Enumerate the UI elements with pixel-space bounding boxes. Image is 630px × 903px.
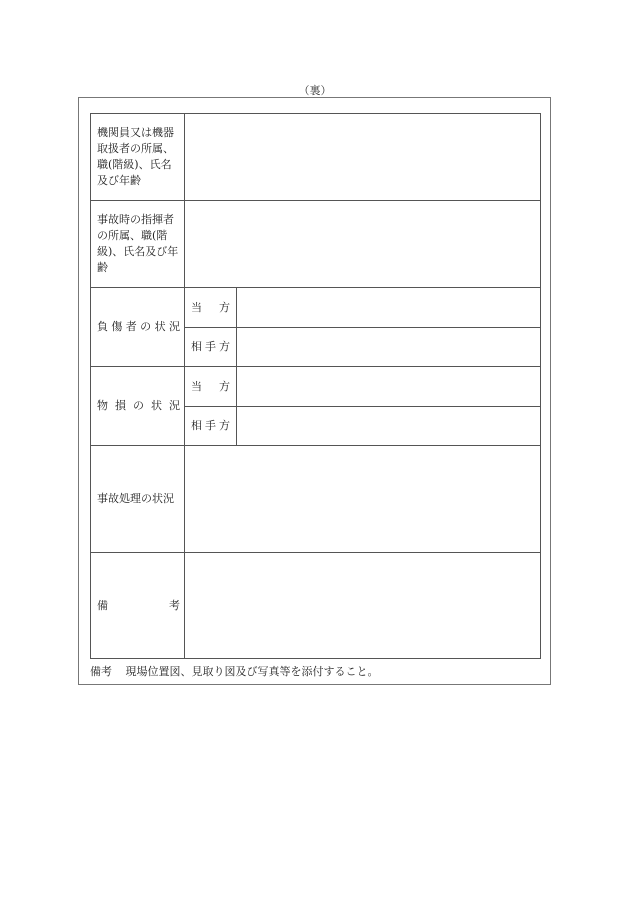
- label-char: 備: [97, 598, 108, 612]
- label-char: 手: [205, 340, 216, 353]
- page-side-label: （裏）: [298, 84, 332, 97]
- label-char: 者: [125, 320, 137, 333]
- label-line: 職(階級)、氏名: [97, 158, 172, 171]
- injury-own-field[interactable]: [237, 288, 541, 328]
- label-injury: [91, 288, 185, 367]
- commander-field[interactable]: [185, 201, 541, 288]
- label-char: 当: [191, 379, 202, 393]
- label-line: 及び年齢: [97, 174, 141, 187]
- label-char: 負: [97, 320, 108, 333]
- operator-field[interactable]: [185, 114, 541, 201]
- sublabel-injury-other: [185, 328, 237, 367]
- label-operator: [91, 114, 185, 201]
- table-row-commander: [91, 201, 541, 288]
- footer-note-text: 現場位置図、見取り図及び写真等を添付すること。: [125, 665, 379, 678]
- label-char: 手: [205, 419, 216, 432]
- label-char: 傷: [111, 320, 123, 333]
- damage-own-field[interactable]: [237, 367, 541, 407]
- label-char: 物: [97, 399, 108, 412]
- table-row-damage-own: [91, 367, 541, 407]
- label-line: 齢: [97, 261, 108, 274]
- label-char: 況: [168, 320, 180, 333]
- label-char: 損: [115, 399, 126, 412]
- label-char: 状: [151, 399, 162, 412]
- accident-report-table: [90, 113, 541, 659]
- footer-note: [90, 663, 379, 679]
- label-handling: 事故処理の状況: [91, 446, 185, 553]
- label-char: 当: [191, 300, 202, 314]
- sublabel-damage-own: [185, 367, 237, 407]
- label-char: 状: [154, 320, 166, 333]
- label-char: 相: [191, 419, 202, 432]
- footer-note-head: 備考: [90, 665, 112, 678]
- label-remarks: [91, 553, 185, 659]
- label-commander: [91, 201, 185, 288]
- label-char: 方: [219, 340, 230, 353]
- table-row-remarks: [91, 553, 541, 659]
- sublabel-damage-other: [185, 407, 237, 446]
- label-line: の所属、職(階: [97, 229, 168, 242]
- label-line: 取扱者の所属、: [97, 142, 174, 155]
- label-damage: [91, 367, 185, 446]
- label-line: 級)、氏名及び年: [97, 245, 179, 258]
- label-char: の: [133, 399, 144, 412]
- label-char: 相: [191, 340, 202, 353]
- damage-other-field[interactable]: [237, 407, 541, 446]
- label-char: 方: [219, 300, 230, 314]
- label-char: 況: [169, 399, 180, 412]
- label-char: の: [140, 320, 152, 333]
- injury-other-field[interactable]: [237, 328, 541, 367]
- table-row-injury-own: [91, 288, 541, 328]
- label-char: 考: [169, 598, 180, 612]
- label-line: 機関員又は機器: [97, 126, 174, 139]
- remarks-field[interactable]: [185, 553, 541, 659]
- sublabel-injury-own: [185, 288, 237, 328]
- table-row-handling: [91, 446, 541, 553]
- label-line: 事故時の指揮者: [97, 213, 174, 226]
- table-row-operator: [91, 114, 541, 201]
- label-char: 方: [219, 379, 230, 393]
- label-char: 方: [219, 419, 230, 432]
- handling-field[interactable]: [185, 446, 541, 553]
